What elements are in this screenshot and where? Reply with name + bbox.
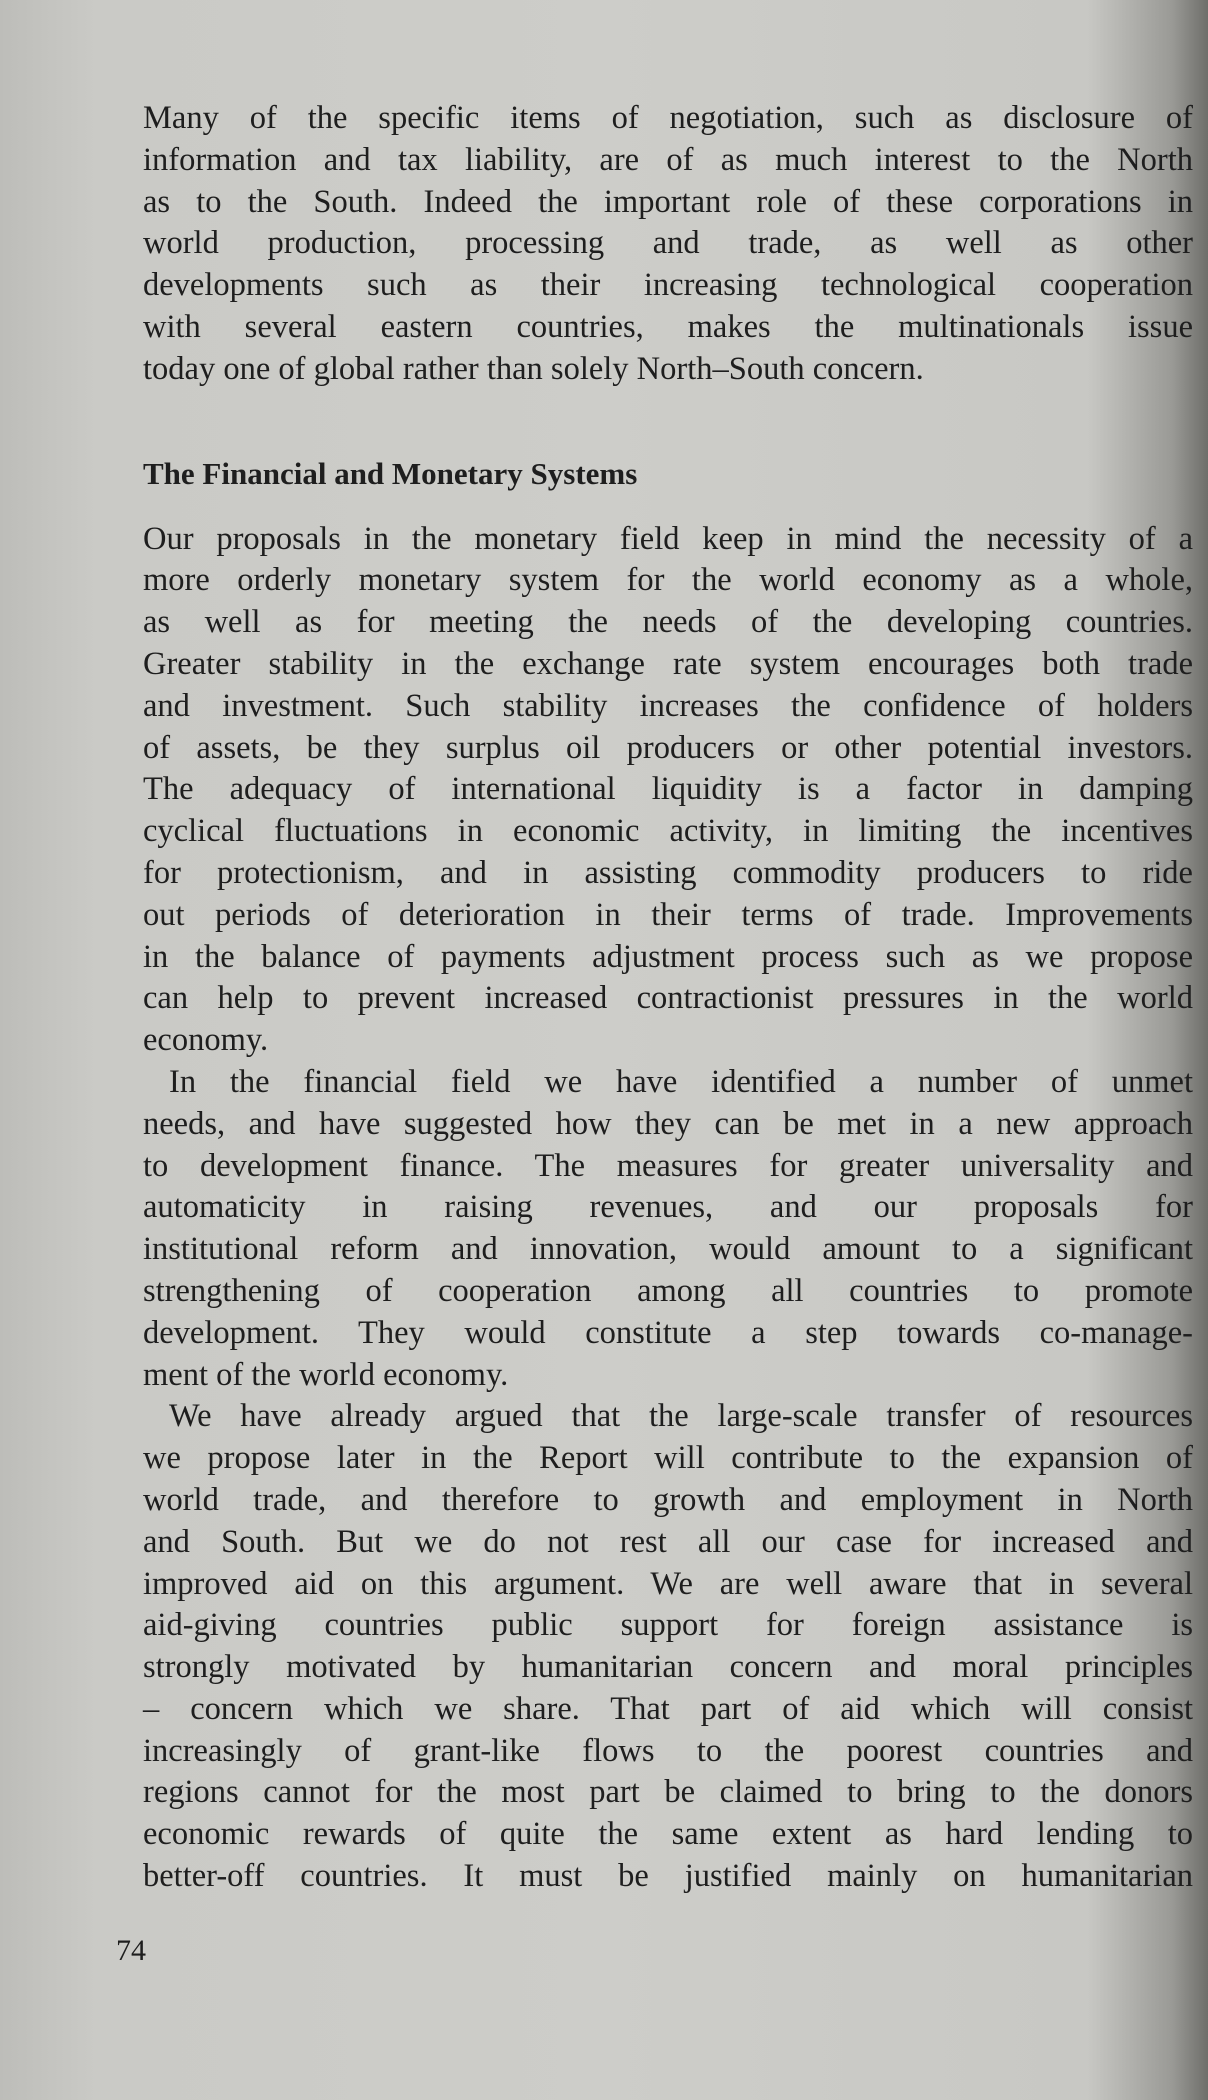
text-line: with several eastern countries, makes the multinationals issue [143,308,1193,345]
text-line: regions cannot for the most part be claimed to bring to the donors [143,1774,1193,1811]
text-line: The adequacy of international liquidity is a factor in damping [143,771,1193,808]
text-line: automaticity in raising revenues, and our proposals for [143,1189,1193,1226]
text-line: out periods of deterioration in their terms of trade. Improvements [143,896,1193,933]
text-line: development. They would constitute a step towards co-manage- [143,1314,1193,1351]
text-line: ment of the world economy. [143,1356,509,1393]
page-number: 74 [116,1934,146,1967]
text-line: – concern which we share. That part of aid which will consist [143,1690,1193,1727]
text-line: in the balance of payments adjustment process such as we propose [143,938,1193,975]
text-line: and South. But we do not rest all our case for increased and [143,1523,1193,1560]
text-line: strengthening of cooperation among all countries to promote [143,1272,1193,1309]
section-heading: The Financial and Monetary Systems [143,455,638,491]
text-line: and investment. Such stability increases the confidence of holders [143,687,1193,724]
text-line: as well as for meeting the needs of the developing countries. [143,604,1193,641]
text-line: In the financial field we have identified a number of unmet [169,1063,1193,1100]
text-line: more orderly monetary system for the world economy as a whole, [143,562,1193,599]
text-line: Many of the specific items of negotiation, such as disclosure of [143,100,1193,136]
text-line: world trade, and therefore to growth and employment in North [143,1481,1193,1518]
text-line: as to the South. Indeed the important role of these corporations in [143,183,1193,220]
text-line: strongly motivated by humanitarian concern and moral principles [143,1649,1193,1686]
text-line: Our proposals in the monetary field keep in mind the necessity of a [143,520,1193,557]
text-line: institutional reform and innovation, would amount to a significant [143,1231,1193,1268]
paragraph [143,519,1193,1062]
text-line: economy. [143,1022,269,1059]
text-line: of assets, be they surplus oil producers or other potential investors. [143,729,1193,766]
text-line: We have already argued that the large-scale transfer of resources [169,1398,1193,1435]
text-line: we propose later in the Report will contribute to the expansion of [143,1440,1193,1477]
text-line: to development finance. The measures for greater universality and [143,1147,1193,1184]
text-line: for protectionism, and in assisting commodity producers to ride [143,854,1193,891]
paragraph [143,1396,1193,1898]
text-line: world production, processing and trade, as well as other [143,225,1193,262]
text-line: information and tax liability, are of as much interest to the North [143,141,1193,178]
text-line: better-off countries. It must be justified mainly on humanitarian [143,1858,1193,1895]
text-line: increasingly of grant-like flows to the poorest countries and [143,1732,1193,1769]
text-line: improved aid on this argument. We are well aware that in several [143,1565,1193,1602]
text-line: aid-giving countries public support for foreign assistance is [143,1607,1193,1644]
text-line: cyclical fluctuations in economic activity, in limiting the incentives [143,813,1193,850]
paragraph [143,98,1193,391]
text-line: needs, and have suggested how they can be met in a new approach [143,1105,1193,1142]
text-line: today one of global rather than solely North–South concern. [143,350,924,387]
text-line: economic rewards of quite the same extent as hard lending to [143,1816,1193,1853]
page-body [143,98,1193,1898]
paragraph [143,1062,1193,1396]
text-line: can help to prevent increased contractionist pressures in the world [143,980,1193,1017]
text-line: developments such as their increasing technological cooperation [143,267,1193,304]
text-line: Greater stability in the exchange rate system encourages both trade [143,645,1193,682]
